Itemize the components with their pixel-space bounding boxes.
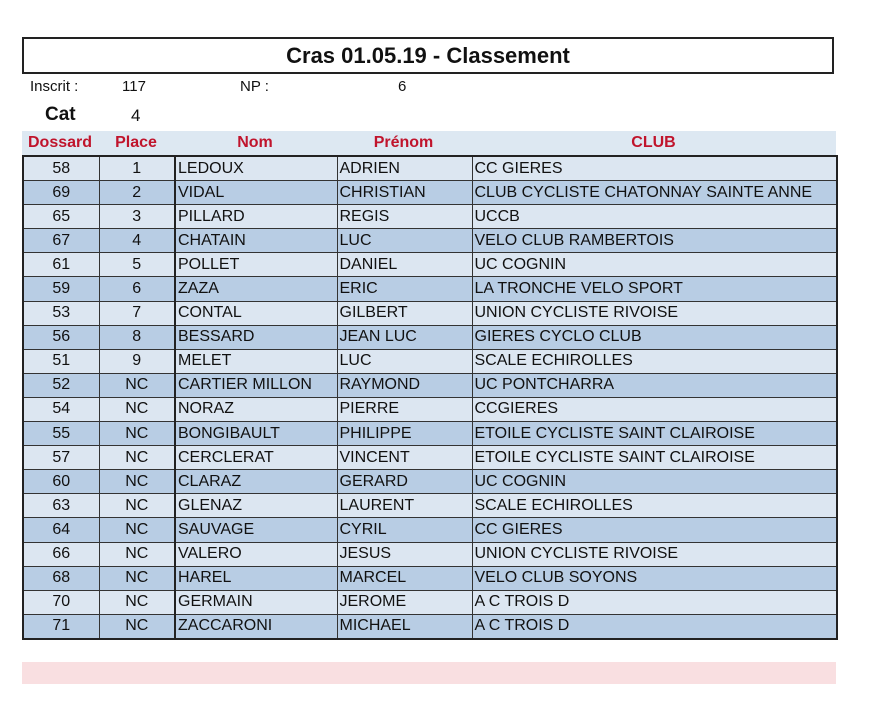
results-table [22, 155, 838, 640]
prenom-cell: GERARD [337, 470, 472, 494]
nom-cell: VALERO [175, 542, 337, 566]
table-row [23, 277, 837, 301]
club-cell: UNION CYCLISTE RIVOISE [472, 542, 837, 566]
place-cell: 8 [99, 325, 175, 349]
table-row [23, 494, 837, 518]
nom-cell: NORAZ [175, 397, 337, 421]
nom-cell: BONGIBAULT [175, 422, 337, 446]
dossard-cell: 59 [23, 277, 99, 301]
club-cell: SCALE ECHIROLLES [472, 349, 837, 373]
prenom-cell: DANIEL [337, 253, 472, 277]
club-cell: UC PONTCHARRA [472, 373, 837, 397]
inscrit-label: Inscrit : [30, 78, 79, 95]
dossard-cell: 61 [23, 253, 99, 277]
place-cell: 4 [99, 229, 175, 253]
place-cell: NC [99, 446, 175, 470]
place-cell: 2 [99, 181, 175, 205]
dossard-cell: 56 [23, 325, 99, 349]
prenom-cell: JEAN LUC [337, 325, 472, 349]
nom-cell: CARTIER MILLON [175, 373, 337, 397]
place-cell: NC [99, 542, 175, 566]
nom-cell: POLLET [175, 253, 337, 277]
club-cell: SCALE ECHIROLLES [472, 494, 837, 518]
dossard-cell: 70 [23, 590, 99, 614]
prenom-cell: PHILIPPE [337, 422, 472, 446]
club-cell: VELO CLUB RAMBERTOIS [472, 229, 837, 253]
nom-cell: HAREL [175, 566, 337, 590]
club-cell: UC COGNIN [472, 470, 837, 494]
club-cell: CLUB CYCLISTE CHATONNAY SAINTE ANNE [472, 181, 837, 205]
prenom-cell: LUC [337, 349, 472, 373]
club-cell: A C TROIS D [472, 590, 837, 614]
dossard-cell: 65 [23, 205, 99, 229]
place-cell: NC [99, 518, 175, 542]
place-cell: NC [99, 422, 175, 446]
cat-label: Cat [45, 104, 76, 125]
place-cell: 9 [99, 349, 175, 373]
header-prenom: Prénom [373, 134, 434, 151]
prenom-cell: MICHAEL [337, 614, 472, 639]
prenom-cell: VINCENT [337, 446, 472, 470]
table-row [23, 614, 837, 639]
dossard-cell: 66 [23, 542, 99, 566]
prenom-cell: CHRISTIAN [337, 181, 472, 205]
club-cell: CC GIERES [472, 518, 837, 542]
nom-cell: CLARAZ [175, 470, 337, 494]
table-row [23, 518, 837, 542]
prenom-cell: LUC [337, 229, 472, 253]
table-row [23, 253, 837, 277]
nom-cell: GLENAZ [175, 494, 337, 518]
dossard-cell: 67 [23, 229, 99, 253]
nom-cell: ZAZA [175, 277, 337, 301]
dossard-cell: 69 [23, 181, 99, 205]
nom-cell: PILLARD [175, 205, 337, 229]
page-title: Cras 01.05.19 - Classement [22, 37, 834, 74]
table-row [23, 229, 837, 253]
table-row [23, 590, 837, 614]
club-cell: CCGIERES [472, 397, 837, 421]
dossard-cell: 55 [23, 422, 99, 446]
dossard-cell: 71 [23, 614, 99, 639]
club-cell: UNION CYCLISTE RIVOISE [472, 301, 837, 325]
header-nom: Nom [237, 134, 273, 151]
club-cell: VELO CLUB SOYONS [472, 566, 837, 590]
nom-cell: CHATAIN [175, 229, 337, 253]
place-cell: NC [99, 566, 175, 590]
dossard-cell: 64 [23, 518, 99, 542]
np-value: 6 [398, 78, 407, 95]
header-place: Place [115, 134, 157, 151]
place-cell: 1 [99, 156, 175, 181]
table-row [23, 373, 837, 397]
cat-value: 4 [131, 106, 141, 125]
header-club: CLUB [631, 134, 676, 151]
nom-cell: ZACCARONI [175, 614, 337, 639]
dossard-cell: 58 [23, 156, 99, 181]
table-row [23, 349, 837, 373]
table-row [23, 301, 837, 325]
dossard-cell: 51 [23, 349, 99, 373]
np-label: NP : [240, 78, 269, 95]
table-row [23, 205, 837, 229]
place-cell: NC [99, 614, 175, 639]
prenom-cell: MARCEL [337, 566, 472, 590]
dossard-cell: 68 [23, 566, 99, 590]
table-header [22, 131, 836, 155]
place-cell: 3 [99, 205, 175, 229]
dossard-cell: 60 [23, 470, 99, 494]
place-cell: 7 [99, 301, 175, 325]
table-row [23, 542, 837, 566]
club-cell: A C TROIS D [472, 614, 837, 639]
nom-cell: BESSARD [175, 325, 337, 349]
prenom-cell: RAYMOND [337, 373, 472, 397]
inscrit-value: 117 [122, 78, 146, 95]
nom-cell: CONTAL [175, 301, 337, 325]
place-cell: NC [99, 494, 175, 518]
table-row [23, 325, 837, 349]
table-row [23, 181, 837, 205]
footer-bar [22, 662, 836, 684]
nom-cell: LEDOUX [175, 156, 337, 181]
prenom-cell: ERIC [337, 277, 472, 301]
club-cell: GIERES CYCLO CLUB [472, 325, 837, 349]
table-row [23, 446, 837, 470]
place-cell: 6 [99, 277, 175, 301]
dossard-cell: 52 [23, 373, 99, 397]
table-row [23, 397, 837, 421]
club-cell: ETOILE CYCLISTE SAINT CLAIROISE [472, 422, 837, 446]
dossard-cell: 54 [23, 397, 99, 421]
place-cell: NC [99, 397, 175, 421]
club-cell: ETOILE CYCLISTE SAINT CLAIROISE [472, 446, 837, 470]
nom-cell: GERMAIN [175, 590, 337, 614]
prenom-cell: JESUS [337, 542, 472, 566]
prenom-cell: GILBERT [337, 301, 472, 325]
table-row [23, 156, 837, 181]
prenom-cell: CYRIL [337, 518, 472, 542]
nom-cell: SAUVAGE [175, 518, 337, 542]
club-cell: LA TRONCHE VELO SPORT [472, 277, 837, 301]
place-cell: NC [99, 470, 175, 494]
place-cell: NC [99, 373, 175, 397]
nom-cell: VIDAL [175, 181, 337, 205]
club-cell: CC GIERES [472, 156, 837, 181]
header-dossard: Dossard [27, 134, 93, 151]
nom-cell: CERCLERAT [175, 446, 337, 470]
table-row [23, 422, 837, 446]
prenom-cell: ADRIEN [337, 156, 472, 181]
club-cell: UCCB [472, 205, 837, 229]
prenom-cell: PIERRE [337, 397, 472, 421]
dossard-cell: 57 [23, 446, 99, 470]
nom-cell: MELET [175, 349, 337, 373]
club-cell: UC COGNIN [472, 253, 837, 277]
prenom-cell: JEROME [337, 590, 472, 614]
dossard-cell: 53 [23, 301, 99, 325]
prenom-cell: LAURENT [337, 494, 472, 518]
prenom-cell: REGIS [337, 205, 472, 229]
table-row [23, 470, 837, 494]
dossard-cell: 63 [23, 494, 99, 518]
table-row [23, 566, 837, 590]
place-cell: NC [99, 590, 175, 614]
place-cell: 5 [99, 253, 175, 277]
